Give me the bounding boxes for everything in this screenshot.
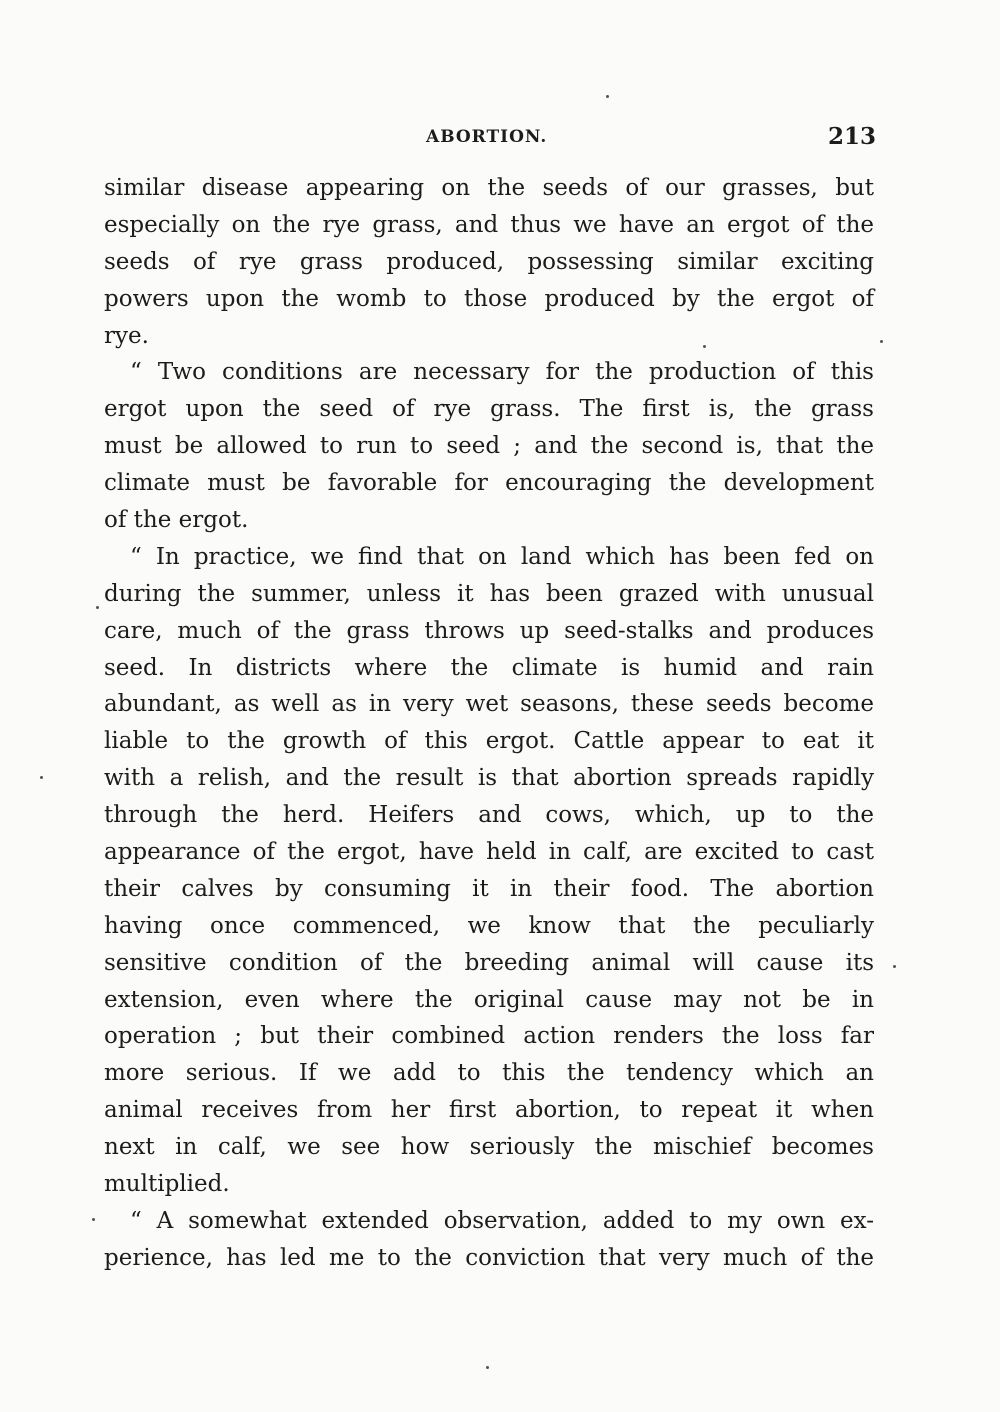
text-line: perience, has led me to the conviction that very much of the — [104, 1244, 874, 1271]
scan-speck — [40, 776, 43, 779]
text-line: during the summer, unless it has been grazed with unusual — [104, 580, 874, 607]
body-text — [104, 170, 874, 1277]
scan-speck — [880, 340, 883, 343]
text-line: multiplied. — [104, 1171, 230, 1198]
text-line: must be allowed to run to seed ; and the second is, that the — [104, 433, 874, 460]
text-line: seeds of rye grass produced, possessing similar exciting — [104, 248, 874, 275]
text-line: “ Two conditions are necessary for the production of this — [130, 359, 874, 386]
text-line: similar disease appearing on the seeds of our grasses, but — [104, 175, 874, 201]
scan-speck — [486, 1366, 489, 1369]
text-line: care, much of the grass throws up seed-stalks and produces — [104, 617, 874, 644]
text-line: powers upon the womb to those produced by the ergot of — [104, 285, 874, 312]
scan-speck — [703, 345, 706, 348]
text-line: with a relish, and the result is that abortion spreads rapidly — [104, 765, 874, 792]
text-line: appearance of the ergot, have held in calf, are excited to cast — [104, 839, 874, 866]
text-line: especially on the rye grass, and thus we have an ergot of the — [104, 211, 874, 238]
text-line: operation ; but their combined action renders the loss far — [104, 1023, 874, 1050]
text-line: sensitive condition of the breeding animal will cause its — [104, 949, 874, 976]
text-line: climate must be favorable for encouraging the development — [104, 470, 874, 497]
scan-speck — [606, 95, 609, 98]
text-line: liable to the growth of this ergot. Cattle appear to eat it — [104, 728, 874, 755]
text-line: extension, even where the original cause may not be in — [104, 986, 874, 1013]
text-line: more serious. If we add to this the tendency which an — [104, 1060, 874, 1087]
text-line: abundant, as well as in very wet seasons, these seeds become — [104, 691, 874, 718]
text-line: having once commenced, we know that the peculiarly — [104, 912, 874, 939]
scan-speck — [893, 965, 896, 968]
text-line: seed. In districts where the climate is humid and rain — [104, 654, 874, 681]
text-line: of the ergot. — [104, 507, 249, 534]
running-head: ABORTION. — [426, 127, 548, 147]
scan-speck — [96, 606, 99, 609]
text-line: through the herd. Heifers and cows, which, up to the — [104, 802, 874, 829]
scan-speck — [92, 1218, 95, 1221]
text-line: next in calf, we see how seriously the mischief becomes — [104, 1134, 874, 1161]
page-header — [104, 123, 874, 157]
text-line: rye. — [104, 322, 149, 349]
text-line: their calves by consuming it in their food. The abortion — [104, 875, 874, 902]
text-line: ergot upon the seed of rye grass. The first is, the grass — [104, 396, 874, 423]
page-number: 213 — [827, 123, 876, 150]
text-line: “ A somewhat extended observation, added to my own ex- — [130, 1207, 874, 1234]
text-line: “ In practice, we find that on land which has been fed on — [130, 543, 874, 570]
text-line: animal receives from her first abortion, to repeat it when — [104, 1097, 874, 1124]
